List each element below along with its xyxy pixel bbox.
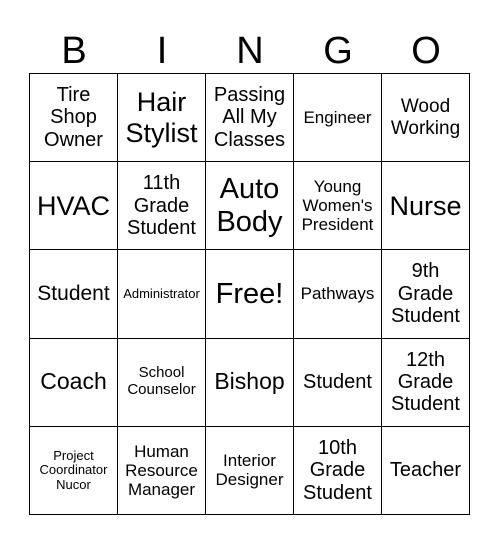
header-letter-i: I (156, 30, 168, 72)
cell-label: 10th Grade Student (303, 436, 372, 504)
cell-label: Bishop (214, 368, 285, 395)
cell-label: Interior Designer (215, 451, 284, 490)
bingo-cell-r4-c4[interactable] (294, 339, 382, 427)
cell-label: Project Coordinator Nucor (39, 447, 108, 492)
bingo-cell-r3-c1[interactable] (30, 250, 118, 338)
cell-label: 9th Grade Student (391, 260, 460, 328)
bingo-cell-r4-c5[interactable] (382, 339, 470, 427)
cell-label: 12th Grade Student (391, 348, 460, 416)
bingo-cell-r2-c2[interactable] (118, 162, 206, 250)
bingo-cell-r1-c3[interactable] (206, 74, 294, 162)
bingo-cell-r3-c5[interactable] (382, 250, 470, 338)
bingo-cell-r2-c3[interactable] (206, 162, 294, 250)
bingo-cell-r3-c2[interactable] (118, 250, 206, 338)
bingo-cell-r1-c4[interactable] (294, 74, 382, 162)
bingo-cell-r1-c2[interactable] (118, 74, 206, 162)
bingo-cell-r5-c4[interactable] (294, 427, 382, 515)
cell-label: School Counselor (127, 364, 196, 399)
bingo-cell-r5-c5[interactable] (382, 427, 470, 515)
bingo-cell-r2-c5[interactable] (382, 162, 470, 250)
cell-label: 11th Grade Student (127, 172, 196, 239)
cell-label: Nurse (389, 190, 462, 221)
cell-label: Passing All My Classes (213, 84, 286, 151)
header-letter-o: O (411, 30, 441, 72)
bingo-cell-r1-c1[interactable] (30, 74, 118, 162)
bingo-cell-r5-c3[interactable] (206, 427, 294, 515)
header-letter-g: G (323, 30, 353, 72)
bingo-header (30, 28, 470, 74)
cell-label: Wood Working (390, 96, 461, 139)
cell-label: Pathways (300, 284, 375, 304)
bingo-cell-r1-c5[interactable] (382, 74, 470, 162)
bingo-board (29, 73, 470, 515)
cell-label: Administrator (123, 285, 200, 301)
bingo-cell-r4-c2[interactable] (118, 339, 206, 427)
bingo-cell-r5-c2[interactable] (118, 427, 206, 515)
bingo-cell-r5-c1[interactable] (30, 427, 118, 515)
cell-label: Student (303, 371, 372, 393)
cell-label: Coach (40, 368, 107, 395)
free-space-label: Free! (215, 277, 284, 310)
cell-label: Auto Body (216, 173, 283, 238)
bingo-cell-r4-c3[interactable] (206, 339, 294, 427)
cell-label: Tire Shop Owner (44, 84, 103, 151)
cell-label: Engineer (303, 108, 372, 128)
bingo-cell-r4-c1[interactable] (30, 339, 118, 427)
cell-label: HVAC (36, 190, 110, 221)
cell-label: Teacher (389, 459, 462, 482)
bingo-cell-r2-c4[interactable] (294, 162, 382, 250)
header-letter-b: B (61, 30, 87, 72)
cell-label: Human Resource Manager (125, 441, 198, 499)
cell-label: Young Women's President (301, 177, 374, 235)
bingo-cell-r2-c1[interactable] (30, 162, 118, 250)
header-letter-n: N (236, 30, 264, 72)
bingo-cell-r3-c3-free[interactable] (206, 250, 294, 338)
cell-label: Student (37, 282, 110, 306)
bingo-cell-r3-c4[interactable] (294, 250, 382, 338)
cell-label: Hair Stylist (125, 87, 198, 148)
